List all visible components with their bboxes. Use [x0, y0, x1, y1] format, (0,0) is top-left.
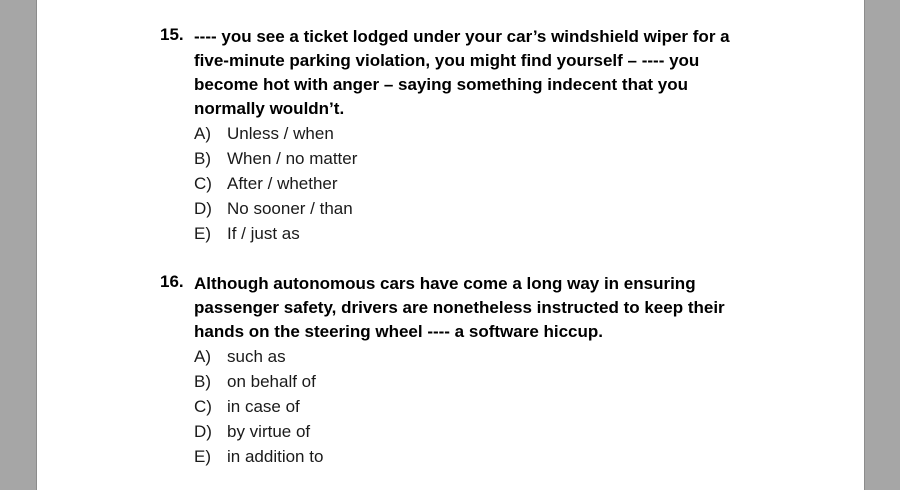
option-letter: B) — [194, 149, 211, 168]
option-b[interactable] — [194, 369, 323, 394]
question-stem — [194, 25, 754, 121]
option-letter: B) — [194, 372, 211, 391]
option-text: in addition to — [227, 447, 324, 466]
option-d[interactable] — [194, 419, 323, 444]
option-e[interactable] — [194, 221, 357, 246]
option-letter: E) — [194, 447, 211, 466]
option-c[interactable] — [194, 171, 357, 196]
stem-line: become hot with anger – saying something indecent that you — [194, 75, 689, 94]
answer-options — [194, 121, 357, 246]
option-letter: A) — [194, 124, 211, 143]
option-letter: A) — [194, 347, 211, 366]
stem-line: five-minute parking violation, you might find yourself – ---- you — [194, 51, 700, 70]
option-text: in case of — [227, 397, 300, 416]
option-text: When / no matter — [227, 149, 358, 168]
option-b[interactable] — [194, 146, 357, 171]
stem-line: hands on the steering wheel ---- a software hiccup. — [194, 322, 604, 341]
option-letter: E) — [194, 224, 211, 243]
option-text: No sooner / than — [227, 199, 353, 218]
stem-line: passenger safety, drivers are nonetheless instructed to keep their — [194, 298, 725, 317]
option-a[interactable] — [194, 121, 357, 146]
option-letter: D) — [194, 199, 212, 218]
option-text: Unless / when — [227, 124, 334, 143]
option-e[interactable] — [194, 444, 323, 469]
stem-line: normally wouldn’t. — [194, 99, 345, 118]
answer-options — [194, 344, 323, 469]
option-text: If / just as — [227, 224, 300, 243]
option-d[interactable] — [194, 196, 357, 221]
option-text: on behalf of — [227, 372, 316, 391]
option-letter: C) — [194, 397, 212, 416]
question-number: 16. — [160, 272, 184, 291]
option-text: by virtue of — [227, 422, 311, 441]
option-text: such as — [227, 347, 286, 366]
stem-line: ---- you see a ticket lodged under your car’s windshield wiper for a — [194, 27, 730, 46]
option-a[interactable] — [194, 344, 323, 369]
option-letter: C) — [194, 174, 212, 193]
stem-line: Although autonomous cars have come a long way in ensuring — [194, 274, 696, 293]
option-c[interactable] — [194, 394, 323, 419]
option-letter: D) — [194, 422, 212, 441]
question-number: 15. — [160, 25, 184, 44]
document-page — [36, 0, 865, 490]
question-stem — [194, 272, 754, 344]
option-text: After / whether — [227, 174, 338, 193]
